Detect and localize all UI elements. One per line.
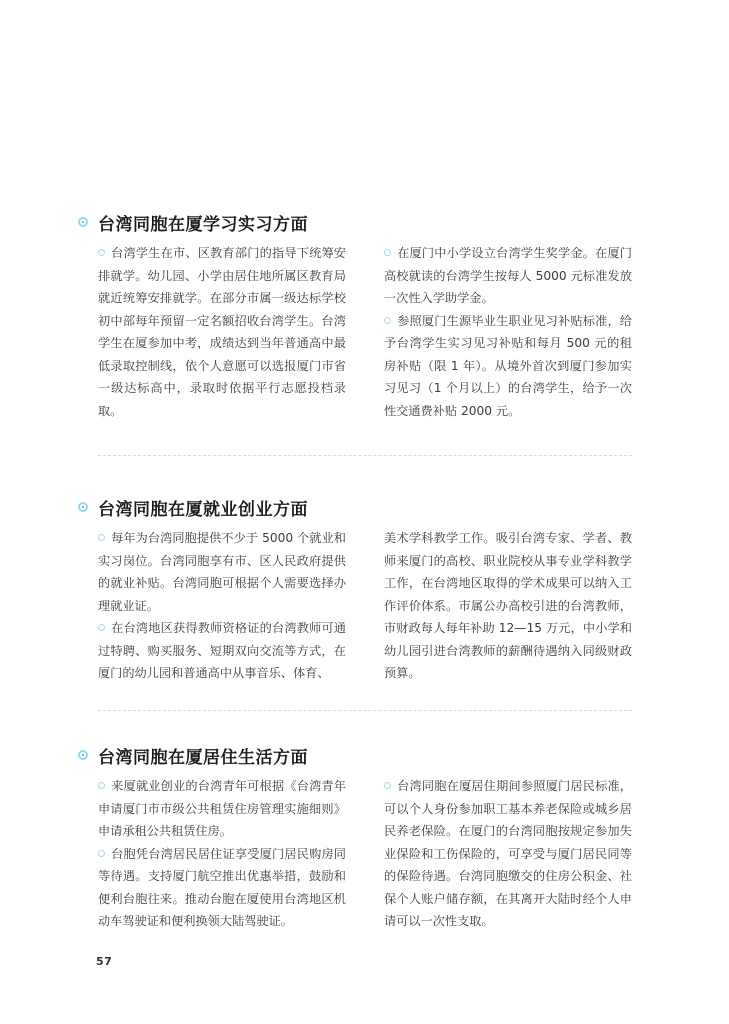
paragraph: 台湾学生在市、区教育部门的指导下统筹安排就学。幼儿园、小学由居住地所属区教育局就近统筹安排就学。在部分市属一级达标学校初中部每年预留一定名额招收台湾学生。台湾学生在厦参加中考，成绩达到当年普通高中最低录取控制线，依个人意愿可以选报厦门市省一级达标高中，录取时依据平行志愿投档录取。: [98, 246, 346, 418]
bullet-dot-icon: [98, 624, 105, 631]
section-employment: [78, 495, 634, 680]
bullet-dot-icon: [98, 850, 105, 857]
section-title: 台湾同胞在厦居住生活方面: [98, 747, 308, 768]
paragraph: 每年为台湾同胞提供不少于 5000 个就业和实习岗位。台湾同胞享有市、区人民政府提供的就业补贴。台湾同胞可根据个人需要选择办理就业证。: [98, 531, 346, 613]
bullet-dot-icon: [98, 782, 105, 789]
right-column: [384, 527, 632, 685]
bullet-dot-icon: [98, 534, 105, 541]
section-living: [78, 743, 634, 928]
bullet-dot-icon: [98, 249, 105, 256]
right-column: [384, 242, 632, 422]
section-title: 台湾同胞在厦就业创业方面: [98, 499, 308, 520]
bullet-dot-icon: [384, 782, 391, 789]
section-header: [78, 210, 634, 234]
paragraph: 美术学科教学工作。吸引台湾专家、学者、教师来厦门的高校、职业院校从事专业学科教学工作，在台湾地区取得的学术成果可以纳入工作评价体系。市属公办高校引进的台湾教师，市财政每人每年补助 12—15 万元，中小学和幼儿园引进台湾教师的薪酬待遇纳入同级财政预算。: [384, 531, 632, 680]
paragraph: 在厦门中小学设立台湾学生奖学金。在厦门高校就读的台湾学生按每人 5000 元标准发放一次性入学助学金。: [384, 246, 632, 305]
right-column: [384, 775, 632, 933]
section-bullet-icon: [78, 502, 88, 512]
left-column: [98, 527, 346, 685]
section-header: [78, 495, 634, 519]
page-number: 57: [96, 955, 113, 968]
section-bullet-icon: [78, 217, 88, 227]
paragraph: 参照厦门生源毕业生职业见习补贴标准，给予台湾学生实习见习补贴和每月 500 元的租房补贴（限 1 年）。从境外首次到厦门参加实习见习（1 个月以上）的台湾学生，给予一次性交通费补贴 2000 元。: [384, 313, 632, 418]
section-study: [78, 210, 634, 418]
paragraph: 台胞凭台湾居民居住证享受厦门居民购房同等待遇。支持厦门航空推出优惠举措，鼓励和便利台胞往来。推动台胞在厦使用台湾地区机动车驾驶证和便利换领大陆驾驶证。: [98, 846, 346, 928]
paragraph: 来厦就业创业的台湾青年可根据《台湾青年申请厦门市市级公共租赁住房管理实施细则》申请承租公共租赁住房。: [98, 779, 346, 838]
bullet-dot-icon: [384, 249, 391, 256]
left-column: [98, 775, 346, 933]
section-title: 台湾同胞在厦学习实习方面: [98, 214, 308, 235]
bullet-dot-icon: [384, 317, 391, 324]
section-divider: [98, 455, 632, 456]
section-header: [78, 743, 634, 767]
section-bullet-icon: [78, 750, 88, 760]
paragraph: 在台湾地区获得教师资格证的台湾教师可通过特聘、购买服务、短期双向交流等方式，在厦门的幼儿园和普通高中从事音乐、体育、: [98, 621, 346, 680]
left-column: [98, 242, 346, 422]
paragraph: 台湾同胞在厦居住期间参照厦门居民标准，可以个人身份参加职工基本养老保险或城乡居民养老保险。在厦门的台湾同胞按规定参加失业保险和工伤保险的，可享受与厦门居民同等的保险待遇。台湾同胞缴交的住房公积金、社保个人账户储存额，在其离开大陆时经个人申请可以一次性支取。: [384, 779, 632, 928]
section-divider: [98, 710, 632, 711]
